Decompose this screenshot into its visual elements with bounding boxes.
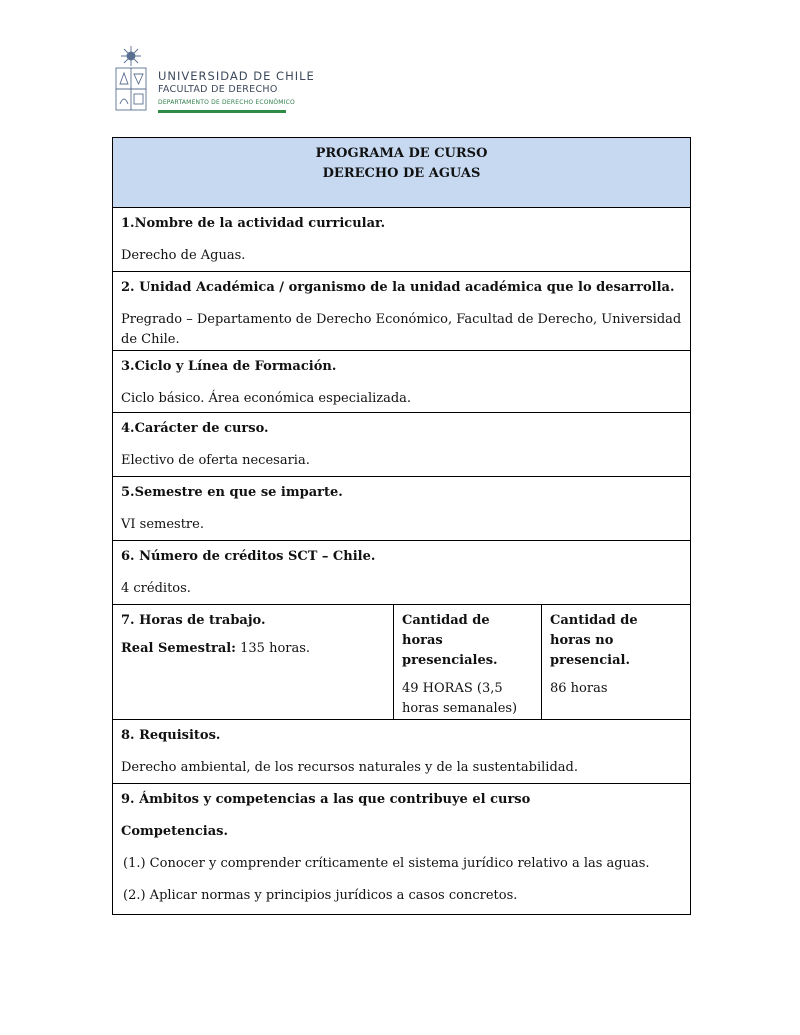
section-2-body: Pregrado – Departamento de Derecho Económico, Facultad de Derecho, Universidad de Chile. xyxy=(121,312,682,347)
department-name: DEPARTAMENTO DE DERECHO ECONÓMICO xyxy=(158,99,295,106)
course-program-table xyxy=(112,137,691,915)
section-3 xyxy=(113,351,691,413)
program-header xyxy=(113,138,691,208)
university-name: UNIVERSIDAD DE CHILE xyxy=(158,69,315,83)
real-semestral xyxy=(121,639,385,659)
section-8-body: Derecho ambiental, de los recursos naturales y de la sustentabilidad. xyxy=(121,760,578,775)
section-1-title: 1.Nombre de la actividad curricular. xyxy=(121,216,386,231)
section-4 xyxy=(113,413,691,477)
section-9-title: 9. Ámbitos y competencias a las que contribuye el curso xyxy=(121,792,531,807)
course-title: DERECHO DE AGUAS xyxy=(322,166,481,181)
hours-presencial-value: 49 HORAS (3,5 horas semanales) xyxy=(402,681,518,716)
university-logo xyxy=(113,44,315,114)
university-seal-icon xyxy=(113,44,153,114)
section-5-title: 5.Semestre en que se imparte. xyxy=(121,485,343,500)
real-semestral-value: 135 horas. xyxy=(240,641,311,656)
hours-no-presencial-cell xyxy=(542,605,691,720)
section-6-body: 4 créditos. xyxy=(121,581,191,596)
hours-no-presencial-title: Cantidad de horas no presencial. xyxy=(550,613,638,668)
section-2-title: 2. Unidad Académica / organismo de la unidad académica que lo desarrolla. xyxy=(121,280,675,295)
hours-presencial-cell xyxy=(394,605,542,720)
real-semestral-label: Real Semestral: xyxy=(121,641,236,656)
competencia-item: (1.) Conocer y comprender críticamente el sistema jurídico relativo a las aguas. xyxy=(123,856,650,871)
section-4-body: Electivo de oferta necesaria. xyxy=(121,453,310,468)
section-8 xyxy=(113,720,691,784)
competencia-item: (2.) Aplicar normas y principios jurídicos a casos concretos. xyxy=(123,888,518,903)
section-3-title: 3.Ciclo y Línea de Formación. xyxy=(121,359,337,374)
section-2 xyxy=(113,272,691,351)
program-title: PROGRAMA DE CURSO xyxy=(315,146,488,161)
section-3-body: Ciclo básico. Área económica especializada. xyxy=(121,391,412,406)
section-7-title: 7. Horas de trabajo. xyxy=(121,613,266,628)
hours-no-presencial-value: 86 horas xyxy=(550,681,608,696)
section-6-title: 6. Número de créditos SCT – Chile. xyxy=(121,549,376,564)
section-9 xyxy=(113,784,691,915)
competencias-heading: Competencias. xyxy=(121,824,228,839)
section-4-title: 4.Carácter de curso. xyxy=(121,421,269,436)
section-7 xyxy=(113,605,394,720)
section-5-body: VI semestre. xyxy=(121,517,204,532)
hours-presencial-title: Cantidad de horas presenciales. xyxy=(402,613,498,668)
section-5 xyxy=(113,477,691,541)
section-6 xyxy=(113,541,691,605)
section-1 xyxy=(113,208,691,272)
section-8-title: 8. Requisitos. xyxy=(121,728,221,743)
faculty-name: FACULTAD DE DERECHO xyxy=(158,84,278,95)
section-1-body: Derecho de Aguas. xyxy=(121,248,246,263)
logo-underline xyxy=(158,110,286,113)
